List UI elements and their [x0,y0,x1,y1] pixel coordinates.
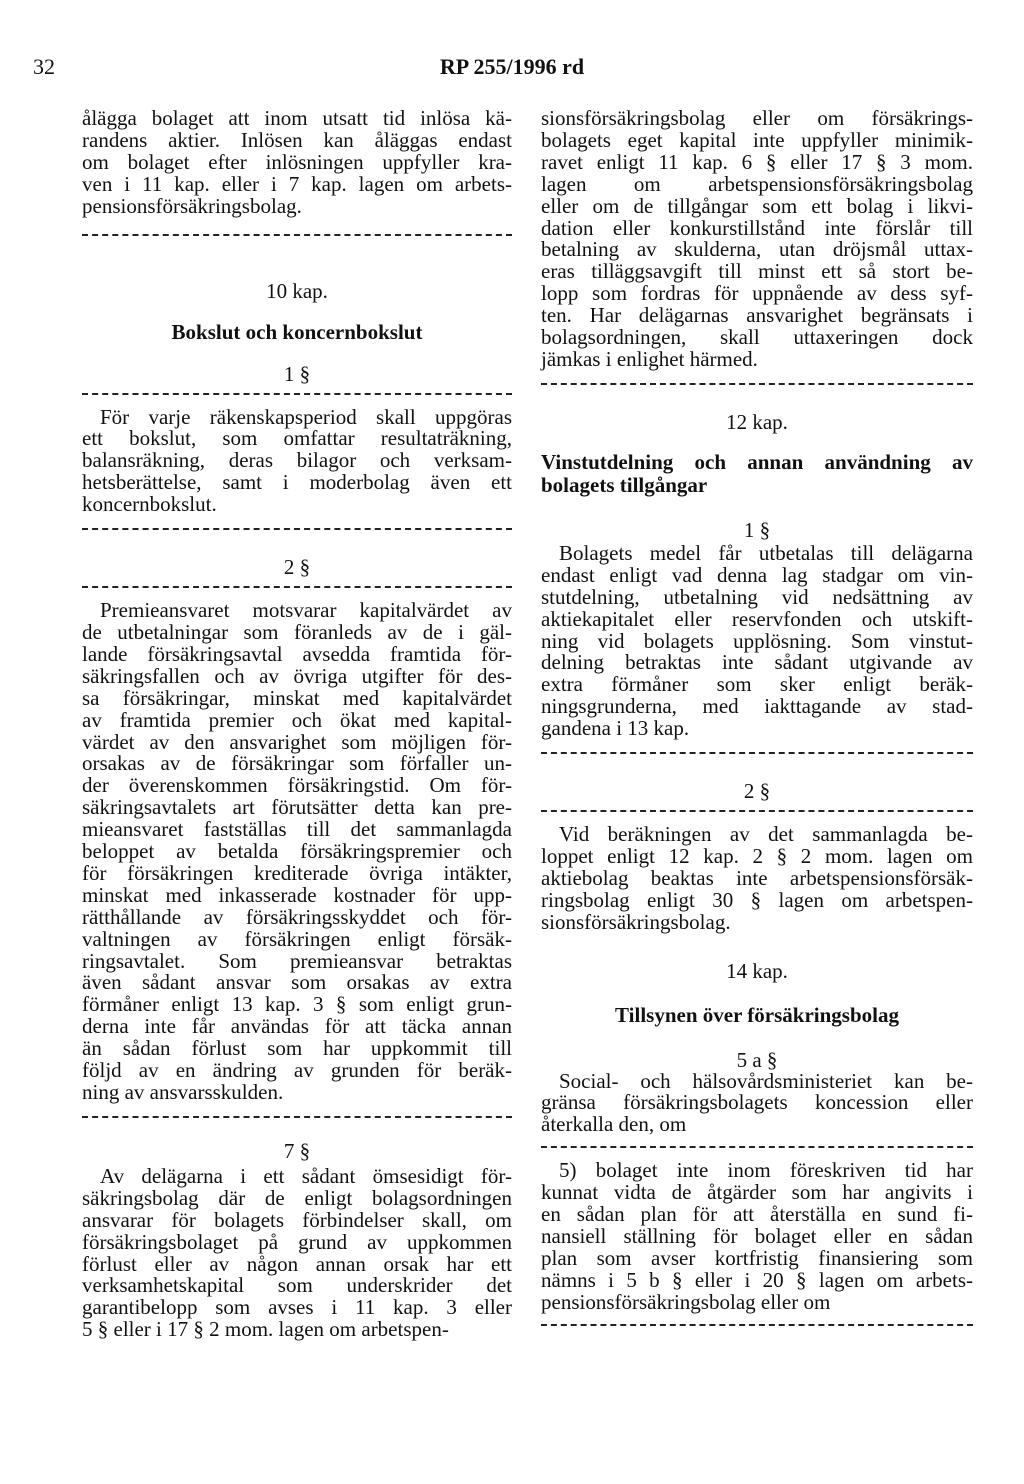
section-number: 7 § [283,1138,311,1163]
paragraph [541,1068,973,1137]
text-line: aktiebolag beaktas inte arbetspensionsförsäk- [541,865,973,890]
text-line: ravet enligt 11 kap. 6 § eller 17 § 3 mom. [541,149,973,174]
text-line: ringsavtalet. Som premieansvar betraktas [82,948,512,973]
section-number: 1 § [743,517,771,542]
right-column [541,108,973,1326]
text-line: försäkringsbolaget på grund av uppkommen [82,1229,512,1254]
text-line: valtningen av försäkringen enligt försäk- [82,926,512,951]
text-line: endast enligt vad denna lag stadgar om vin- [541,562,973,587]
paragraph [82,1163,512,1342]
text-line: ning av ansvarsskulden. [82,1080,284,1104]
text-line: ansvarar för bolagets förbindelser skall, om [82,1207,512,1232]
paragraph [82,404,512,517]
text-line: för försäkringen krediterade övriga intäkter, [82,860,512,885]
text-line: återkalla den, om [541,1112,687,1137]
text-line: än sådan förlust som har uppkommit till [82,1036,512,1061]
chapter-title: Tillsynen över försäkringsbolag [615,1002,899,1027]
text-line: de utbetalningar som föranleds av de i gäl- [82,619,512,644]
text-line: lagen om arbetspensionsförsäkringsbolag [541,171,973,196]
text-line: Av delägarna i ett sådant ömsesidigt för- [100,1163,512,1188]
text-line: 5) bolaget inte inom föreskriven tid har [559,1158,973,1183]
text-line: av framtida premier och ökat med kapital- [82,707,512,732]
text-line: Premieansvaret motsvarar kapitalvärdet av [100,598,512,623]
text-line: säkringsbolag där de enligt bolagsordningen [82,1185,512,1210]
text-line: pensionsförsäkringsbolag eller om [541,1289,831,1314]
text-line: derna inte får användas för att täcka annan [82,1014,512,1039]
text-line: garantibelopp som avses i 11 kap. 3 eller [82,1295,512,1320]
paragraph [82,600,512,1104]
text-line: ett bokslut, som omfattar resultaträkning, [82,426,512,451]
text-line: randens aktier. Inlösen kan åläggas endast [82,127,512,152]
text-line: gandena i 13 kap. [541,716,690,741]
section-number: 5 a § [736,1047,778,1072]
paragraph [541,108,973,371]
text-line: rätthållande av försäkringsskyddet och för- [82,904,512,929]
text-line: orsakas av de försäkringar som förfaller un- [82,751,512,776]
text-line: loppet enligt 12 kap. 2 § 2 mom. lagen om [541,843,973,868]
text-line: lande försäkringsavtal avsedda framtida för- [82,641,512,666]
text-line: aktiekapitalet eller reservfonden och utskift- [541,606,973,631]
chapter-number: 12 kap. [726,409,788,434]
text-line: extra förmåner som sker enligt beräk- [541,672,973,697]
text-line: eller om de tillgångar som ett bolag i likvi- [541,193,973,218]
text-line: värdet av den ansvarighet som möjligen för- [82,729,512,754]
text-line: der överenskommen försäkringstid. Om för- [82,773,512,798]
text-line: ten. Har delägarnas ansvarighet begränsats i [541,303,973,328]
text-line: ringsbolag enligt 30 § lagen om arbetspen- [541,887,973,912]
text-line: verksamhetskapital som underskrider det [82,1273,512,1298]
text-line: dation eller konkurstillstånd inte förslår till [541,215,973,240]
text-line: plan som avser kortfristig finansiering som [541,1245,973,1270]
text-line: minskat med inkasserade kostnader för upp- [82,882,512,907]
text-line: om bolaget efter inlösningen uppfyller kra- [82,149,512,174]
text-line: förmåner enligt 13 kap. 3 § som enligt grun- [82,992,512,1017]
left-column [82,108,512,1341]
text-line: koncernbokslut. [82,492,217,517]
text-line: stutdelning, utbetalning vid nedsättning av [541,584,973,609]
text-line: bolagsordningen, skall uttaxeringen dock [541,325,973,350]
text-line: ning vid bolagets upplösning. Som vinstut- [541,628,973,653]
text-line: gränsa försäkringsbolagets koncession eller [541,1090,973,1115]
paragraph [541,540,973,741]
running-title: RP 255/1996 rd [439,54,585,79]
text-line: eras tilläggsavgift till minst ett så stort be- [541,259,973,284]
text-line: ningsgrunderna, med iakttagande av stad- [541,694,973,719]
text-line: Vinstutdelning och annan användning av [541,449,973,474]
text-line: ven i 11 kap. eller i 7 kap. lagen om arbets- [82,171,512,196]
chapter-title: Bokslut och koncernbokslut [171,319,423,344]
text-line: följd av en ändring av grunden för beräk- [82,1058,512,1083]
text-line: bolagets eget kapital inte uppfyller minimik- [541,127,973,152]
text-line: förlust eller av någon annan orsak har ett [82,1251,512,1276]
text-line: mieansvaret fastställas till det sammanlagda [82,817,512,842]
text-line: nansiell ställning för bolaget eller en sådan [541,1224,973,1248]
paragraph [541,824,973,934]
text-line: bolagets tillgångar [541,472,708,497]
text-line: Vid beräkningen av det sammanlagda be- [559,822,973,847]
chapter-title [541,451,973,497]
text-line: sa försäkringar, minskat med kapitalvärdet [82,685,512,710]
paragraph [541,1160,973,1313]
text-line: Bolagets medel får utbetalas till delägarna [559,540,973,565]
text-line: pensionsförsäkringsbolag. [82,193,302,218]
text-line: beloppet av betalda försäkringspremier och [82,839,512,864]
section-number: 2 § [283,555,311,580]
text-line: Social- och hälsovårdsministeriet kan be- [559,1068,973,1093]
text-line: För varje räkenskapsperiod skall uppgöras [100,404,512,429]
text-line: säkringsavtalets art förutsätter detta kan pre- [82,795,512,820]
section-number: 2 § [743,779,771,804]
text-line: hetsberättelse, samt i moderbolag även ett [82,470,512,495]
text-line: delning betraktas inte sådant utgivande av [541,650,973,675]
paragraph [82,108,512,218]
section-number: 1 § [283,361,311,386]
omission-dashes [541,1324,973,1326]
text-line: kunnat vidta de åtgärder som har angivits i [541,1180,973,1205]
text-line: lopp som fordras för uppnående av dess syf- [541,281,973,306]
text-line: även sådant ansvar som orsakas av extra [82,970,512,995]
text-line: säkringsfallen och av övriga utgifter för des- [82,663,512,688]
text-line: jämkas i enlighet härmed. [541,346,758,371]
text-line: betalning av skulderna, utan dröjsmål uttax- [541,237,973,262]
page-number: 32 [33,54,55,79]
text-line: 5 § eller i 17 § 2 mom. lagen om arbetspen- [82,1317,449,1342]
text-line: balansräkning, deras bilagor och verksam- [82,448,512,473]
text-line: nämns i 5 b § eller i 20 § lagen om arbets- [541,1267,973,1292]
text-line: ålägga bolaget att inom utsatt tid inlösa kä- [82,106,512,130]
text-line: en sådan plan för att återställa en sund fi- [541,1202,973,1227]
text-line: sionsförsäkringsbolag eller om försäkrings- [541,106,973,130]
chapter-number: 10 kap. [266,278,328,303]
text-line: sionsförsäkringsbolag. [541,909,731,934]
chapter-number: 14 kap. [726,958,788,983]
